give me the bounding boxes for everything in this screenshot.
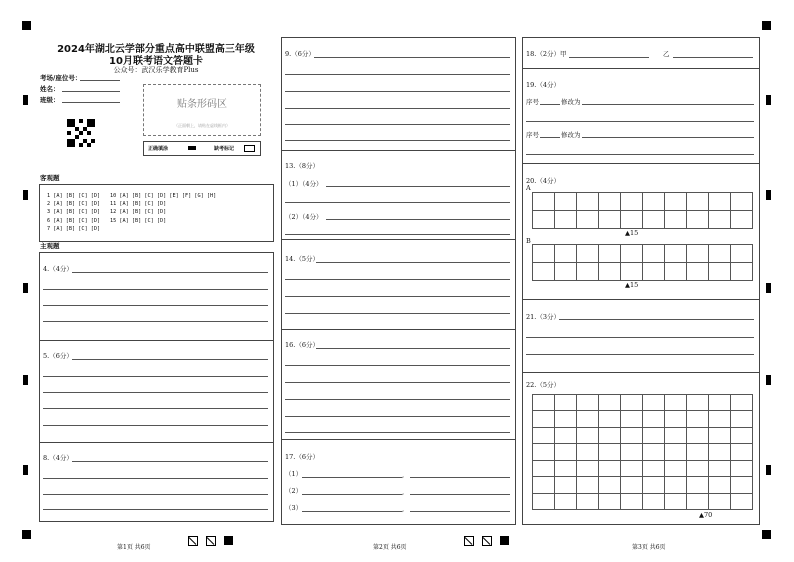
- timing-mark: [23, 465, 28, 475]
- slash-box-icon: [482, 536, 492, 546]
- question-22-label: 22.（5分）: [526, 381, 560, 389]
- answer-line[interactable]: [582, 137, 754, 138]
- answer-line[interactable]: [43, 494, 268, 495]
- timing-mark: [766, 375, 771, 385]
- filled-square-icon: [224, 536, 233, 545]
- question-13-section: [282, 151, 515, 240]
- answer-line[interactable]: [316, 262, 510, 263]
- answer-line[interactable]: [285, 399, 510, 400]
- corner-mark: [762, 21, 771, 30]
- name-field-label: 姓名：: [40, 85, 60, 93]
- question-8-section: [40, 443, 273, 521]
- answer-line[interactable]: [559, 319, 754, 320]
- timing-mark: [766, 95, 771, 105]
- question-17-item: （1）: [285, 470, 303, 478]
- answer-line[interactable]: [285, 108, 510, 109]
- question-17-item: （3）: [285, 504, 303, 512]
- question-19-label: 19.（4分）: [526, 81, 560, 89]
- legend-correct-label: 正确填涂: [148, 146, 169, 152]
- answer-line[interactable]: [43, 425, 268, 426]
- question-4-section: [40, 253, 273, 341]
- question-16-section: [282, 330, 515, 440]
- objective-row[interactable]: 6 [A] [B] [C] [D]: [47, 217, 101, 224]
- answer-line[interactable]: [285, 432, 510, 433]
- question-20-b-label: B: [526, 237, 531, 245]
- name-field-line[interactable]: [62, 91, 120, 92]
- subjective-label: 主观题: [40, 242, 60, 250]
- answer-line[interactable]: [582, 104, 754, 105]
- question-22-section: [523, 373, 759, 524]
- question-5-section: [40, 341, 273, 443]
- class-field-line[interactable]: [62, 102, 120, 103]
- question-18-b-label: 乙: [663, 50, 670, 58]
- seat-field-line[interactable]: [80, 80, 120, 81]
- timing-mark: [766, 283, 771, 293]
- answer-line[interactable]: [326, 219, 510, 220]
- filled-square-icon: [500, 536, 509, 545]
- comma: ,: [402, 471, 405, 479]
- objective-row[interactable]: 15 [A] [B] [C] [D]: [110, 217, 167, 224]
- slash-box-icon: [464, 536, 474, 546]
- timing-mark: [766, 465, 771, 475]
- answer-line[interactable]: [526, 121, 754, 122]
- question-21-label: 21.（3分）: [526, 313, 560, 321]
- objective-right-list: [110, 192, 216, 225]
- answer-line[interactable]: [673, 57, 753, 58]
- writing-grid-b[interactable]: [532, 244, 753, 281]
- answer-line[interactable]: [72, 272, 268, 273]
- answer-line[interactable]: [410, 477, 510, 478]
- objective-label: 客观题: [40, 174, 60, 182]
- answer-line[interactable]: [285, 234, 510, 235]
- page-number-3: 第3页 共6页: [632, 544, 666, 551]
- legend-absent-label: 缺考标记: [214, 146, 235, 152]
- question-21-section: [523, 300, 759, 373]
- slash-box-icon: [206, 536, 216, 546]
- comma: ,: [402, 488, 405, 496]
- question-17-section: [282, 440, 515, 524]
- wechat-account: 公众号：武汉乐学教育Plus: [113, 66, 199, 74]
- timing-mark: [23, 375, 28, 385]
- answer-line[interactable]: [285, 296, 510, 297]
- page-code-marks: [464, 530, 509, 549]
- answer-column-3: [522, 37, 760, 525]
- question-16-label: 16.（6分）: [285, 341, 319, 349]
- answer-line[interactable]: [72, 359, 268, 360]
- fill-legend: [143, 141, 261, 156]
- answer-line[interactable]: [43, 305, 268, 306]
- objective-row[interactable]: 11 [A] [B] [C] [D]: [110, 201, 167, 208]
- timing-mark: [766, 190, 771, 200]
- objective-row[interactable]: 10 [A] [B] [C] [D] [E] [F] [G] [H]: [110, 193, 217, 199]
- question-18-label: 18.（2分）甲: [526, 50, 567, 58]
- answer-line[interactable]: [285, 313, 510, 314]
- filled-bubble-icon: [188, 146, 196, 150]
- answer-line[interactable]: [72, 461, 268, 462]
- barcode-label: 贴条形码区: [177, 99, 227, 110]
- question-13-label: 13.（8分）: [285, 162, 319, 170]
- objective-row[interactable]: 7 [A] [B] [C] [D]: [47, 225, 101, 232]
- answer-line[interactable]: [569, 57, 649, 58]
- objective-row[interactable]: 1 [A] [B] [C] [D]: [47, 193, 101, 199]
- answer-line[interactable]: [410, 511, 510, 512]
- answer-line[interactable]: [326, 186, 510, 187]
- absent-box-icon[interactable]: [244, 145, 255, 152]
- answer-line[interactable]: [302, 477, 402, 478]
- question-17-label: 17.（6分）: [285, 453, 319, 461]
- answer-line[interactable]: [43, 509, 268, 510]
- question-9-label: 9.（6分）: [285, 50, 315, 58]
- answer-line[interactable]: [43, 408, 268, 409]
- question-9-section: [282, 38, 515, 151]
- grid-a-count: ▲15: [625, 229, 639, 237]
- answer-column-2: [281, 37, 516, 525]
- corner-mark: [762, 530, 771, 539]
- answer-line[interactable]: [43, 478, 268, 479]
- question-20-label: 20.（4分）: [526, 177, 560, 185]
- answer-line[interactable]: [314, 57, 510, 58]
- question-13-part1-label: （1）（4分）: [285, 180, 323, 188]
- answer-line[interactable]: [410, 494, 510, 495]
- question-4-label: 4.（4分）: [43, 265, 73, 273]
- question-14-label: 14.（5分）: [285, 255, 319, 263]
- slash-box-icon: [188, 536, 198, 546]
- question-19-seq-label: 序号: [526, 98, 539, 106]
- essay-grid-count: ▲70: [699, 511, 713, 519]
- barcode-note: （正面朝上，请贴在虚线框内）: [174, 123, 230, 128]
- objective-box: [39, 184, 274, 242]
- question-8-label: 8.（4分）: [43, 454, 73, 462]
- answer-line[interactable]: [285, 140, 510, 141]
- answer-column-1: [39, 252, 274, 522]
- answer-line[interactable]: [302, 511, 402, 512]
- answer-line[interactable]: [285, 91, 510, 92]
- comma: ,: [402, 505, 405, 513]
- answer-line[interactable]: [285, 124, 510, 125]
- corner-mark: [22, 21, 31, 30]
- objective-row[interactable]: 3 [A] [B] [C] [D]: [47, 209, 101, 216]
- answer-line[interactable]: [285, 365, 510, 366]
- answer-line[interactable]: [526, 337, 754, 338]
- timing-mark: [23, 283, 28, 293]
- page-number-2: 第2页 共6页: [373, 544, 407, 551]
- question-5-label: 5.（6分）: [43, 352, 73, 360]
- answer-line[interactable]: [540, 104, 560, 105]
- question-18-section: [523, 38, 759, 69]
- grid-b-count: ▲15: [625, 281, 639, 289]
- exam-title: 2024年湖北云学部分重点高中联盟高三年级: [57, 44, 255, 55]
- answer-line[interactable]: [526, 154, 754, 155]
- question-19-change-label: 修改为: [561, 98, 581, 106]
- answer-line[interactable]: [285, 382, 510, 383]
- writing-grid-a[interactable]: [532, 192, 753, 229]
- answer-line[interactable]: [43, 392, 268, 393]
- answer-line[interactable]: [43, 321, 268, 322]
- question-14-section: [282, 240, 515, 330]
- page-code-marks: [188, 530, 233, 549]
- question-19-section: [523, 69, 759, 164]
- answer-line[interactable]: [526, 354, 754, 355]
- corner-mark: [22, 530, 31, 539]
- answer-line[interactable]: [285, 74, 510, 75]
- question-20-a-label: A: [526, 184, 531, 192]
- question-20-section: [523, 164, 759, 300]
- question-19-seq-label: 序号: [526, 131, 539, 139]
- barcode-area: [143, 84, 261, 136]
- objective-row[interactable]: 12 [A] [B] [C] [D]: [110, 209, 167, 216]
- timing-mark: [23, 95, 28, 105]
- answer-line[interactable]: [302, 494, 402, 495]
- exam-subtitle: 10月联考语文答题卡: [109, 56, 203, 67]
- question-17-item: （2）: [285, 487, 303, 495]
- qr-code-icon: [67, 119, 95, 147]
- question-19-change-label: 修改为: [561, 131, 581, 139]
- objective-left-list: [47, 192, 100, 233]
- answer-line[interactable]: [316, 348, 510, 349]
- answer-line[interactable]: [540, 137, 560, 138]
- answer-line[interactable]: [43, 289, 268, 290]
- writing-grid-essay[interactable]: [532, 394, 753, 510]
- answer-line[interactable]: [285, 202, 510, 203]
- timing-mark: [23, 190, 28, 200]
- class-field-label: 班级：: [40, 96, 60, 104]
- answer-line[interactable]: [285, 416, 510, 417]
- seat-field-label: 考场/座位号：: [40, 74, 82, 82]
- page-number-1: 第1页 共6页: [117, 544, 151, 551]
- answer-line[interactable]: [285, 279, 510, 280]
- objective-row[interactable]: 2 [A] [B] [C] [D]: [47, 201, 101, 208]
- question-13-part2-label: （2）（4分）: [285, 213, 323, 221]
- answer-line[interactable]: [43, 376, 268, 377]
